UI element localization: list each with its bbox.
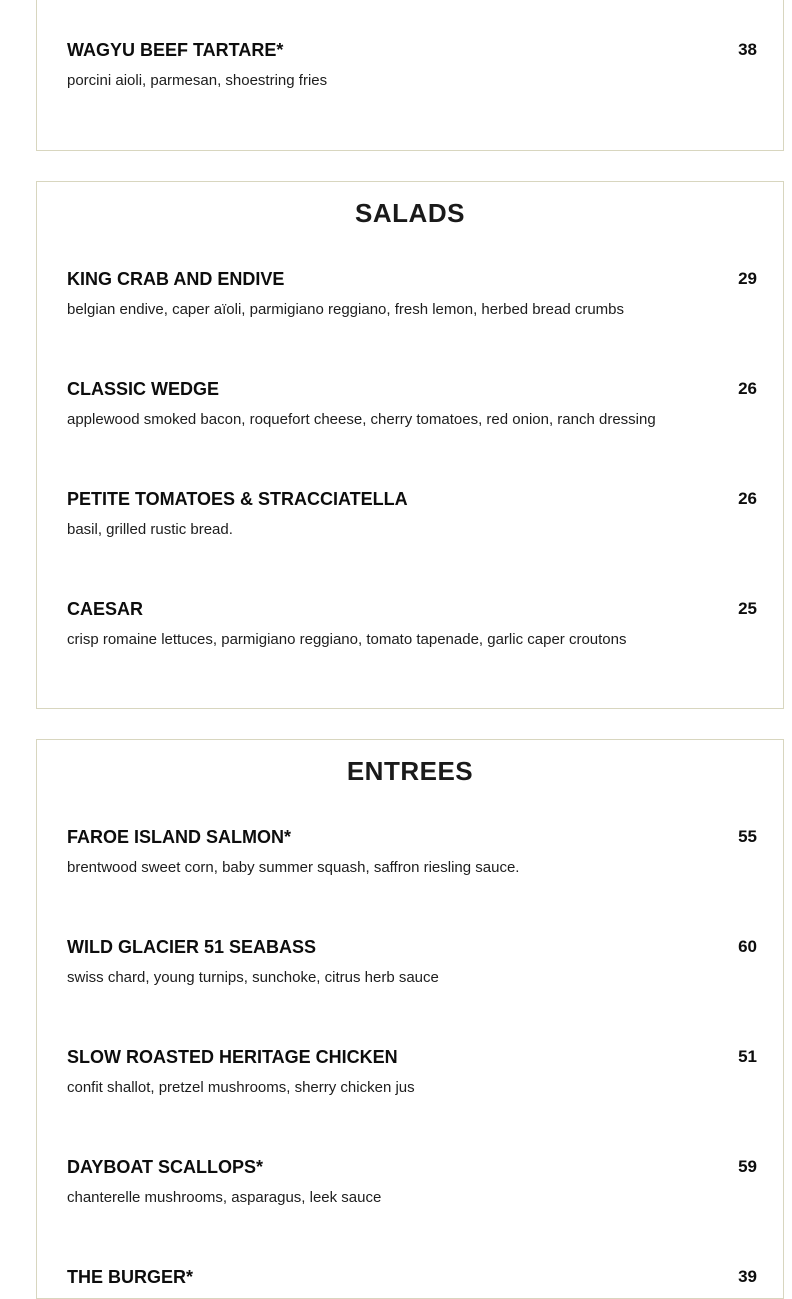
menu-item <box>67 269 757 329</box>
menu-item-description: swiss chard, young turnips, sunchoke, citrus herb sauce <box>67 969 439 986</box>
section-title: SALADS <box>355 198 465 228</box>
menu-item-price: 60 <box>738 937 757 956</box>
menu-item-description: crisp romaine lettuces, parmigiano reggiano, tomato tapenade, garlic caper croutons <box>67 631 627 648</box>
menu-item <box>67 599 757 659</box>
menu-item-price: 51 <box>738 1047 757 1066</box>
menu-item-description: basil, grilled rustic bread. <box>67 521 233 538</box>
menu-item-name: SLOW ROASTED HERITAGE CHICKEN <box>67 1047 398 1067</box>
menu-item <box>67 827 757 887</box>
menu-item-description: chanterelle mushrooms, asparagus, leek sauce <box>67 1189 382 1206</box>
menu-item-name: FAROE ISLAND SALMON* <box>67 827 292 847</box>
menu-item-description: applewood smoked bacon, roquefort cheese, cherry tomatoes, red onion, ranch dressing <box>67 411 656 428</box>
menu-item-name: KING CRAB AND ENDIVE <box>67 269 285 289</box>
menu-item-name: DAYBOAT SCALLOPS* <box>67 1157 264 1177</box>
menu-item-price: 26 <box>738 489 757 508</box>
menu-item-price: 38 <box>738 40 757 59</box>
menu-item <box>67 489 757 549</box>
menu-item-name: CLASSIC WEDGE <box>67 379 220 399</box>
menu-item <box>67 1267 757 1297</box>
menu-item-name: WILD GLACIER 51 SEABASS <box>67 937 317 957</box>
menu-item-price: 39 <box>738 1267 757 1286</box>
menu-item-price: 26 <box>738 379 757 398</box>
menu-section-salads <box>36 181 784 709</box>
menu-item <box>67 1047 757 1107</box>
menu-item-name: WAGYU BEEF TARTARE* <box>67 40 284 60</box>
menu-section-entrees <box>36 739 784 1299</box>
menu-item <box>67 937 757 997</box>
menu-item <box>67 1157 757 1217</box>
menu-item-price: 55 <box>738 827 757 846</box>
menu-item-price: 29 <box>738 269 757 288</box>
section-title: ENTREES <box>346 756 474 786</box>
menu-section-appetizers <box>36 0 784 151</box>
menu-item <box>67 40 757 100</box>
menu-item-description: brentwood sweet corn, baby summer squash, saffron riesling sauce. <box>67 859 520 876</box>
menu-item <box>67 379 757 459</box>
menu-item-price: 25 <box>738 599 757 618</box>
menu-item-price: 59 <box>738 1157 757 1176</box>
menu-item-description: belgian endive, caper aïoli, parmigiano reggiano, fresh lemon, herbed bread crumbs <box>67 301 624 318</box>
menu-item-description: porcini aioli, parmesan, shoestring fries <box>67 72 328 89</box>
menu-item-description: confit shallot, pretzel mushrooms, sherry chicken jus <box>67 1079 415 1096</box>
menu-item-name: CAESAR <box>67 599 144 619</box>
menu-item-name: THE BURGER* <box>67 1267 194 1287</box>
menu-item-name: PETITE TOMATOES & STRACCIATELLA <box>67 489 408 509</box>
